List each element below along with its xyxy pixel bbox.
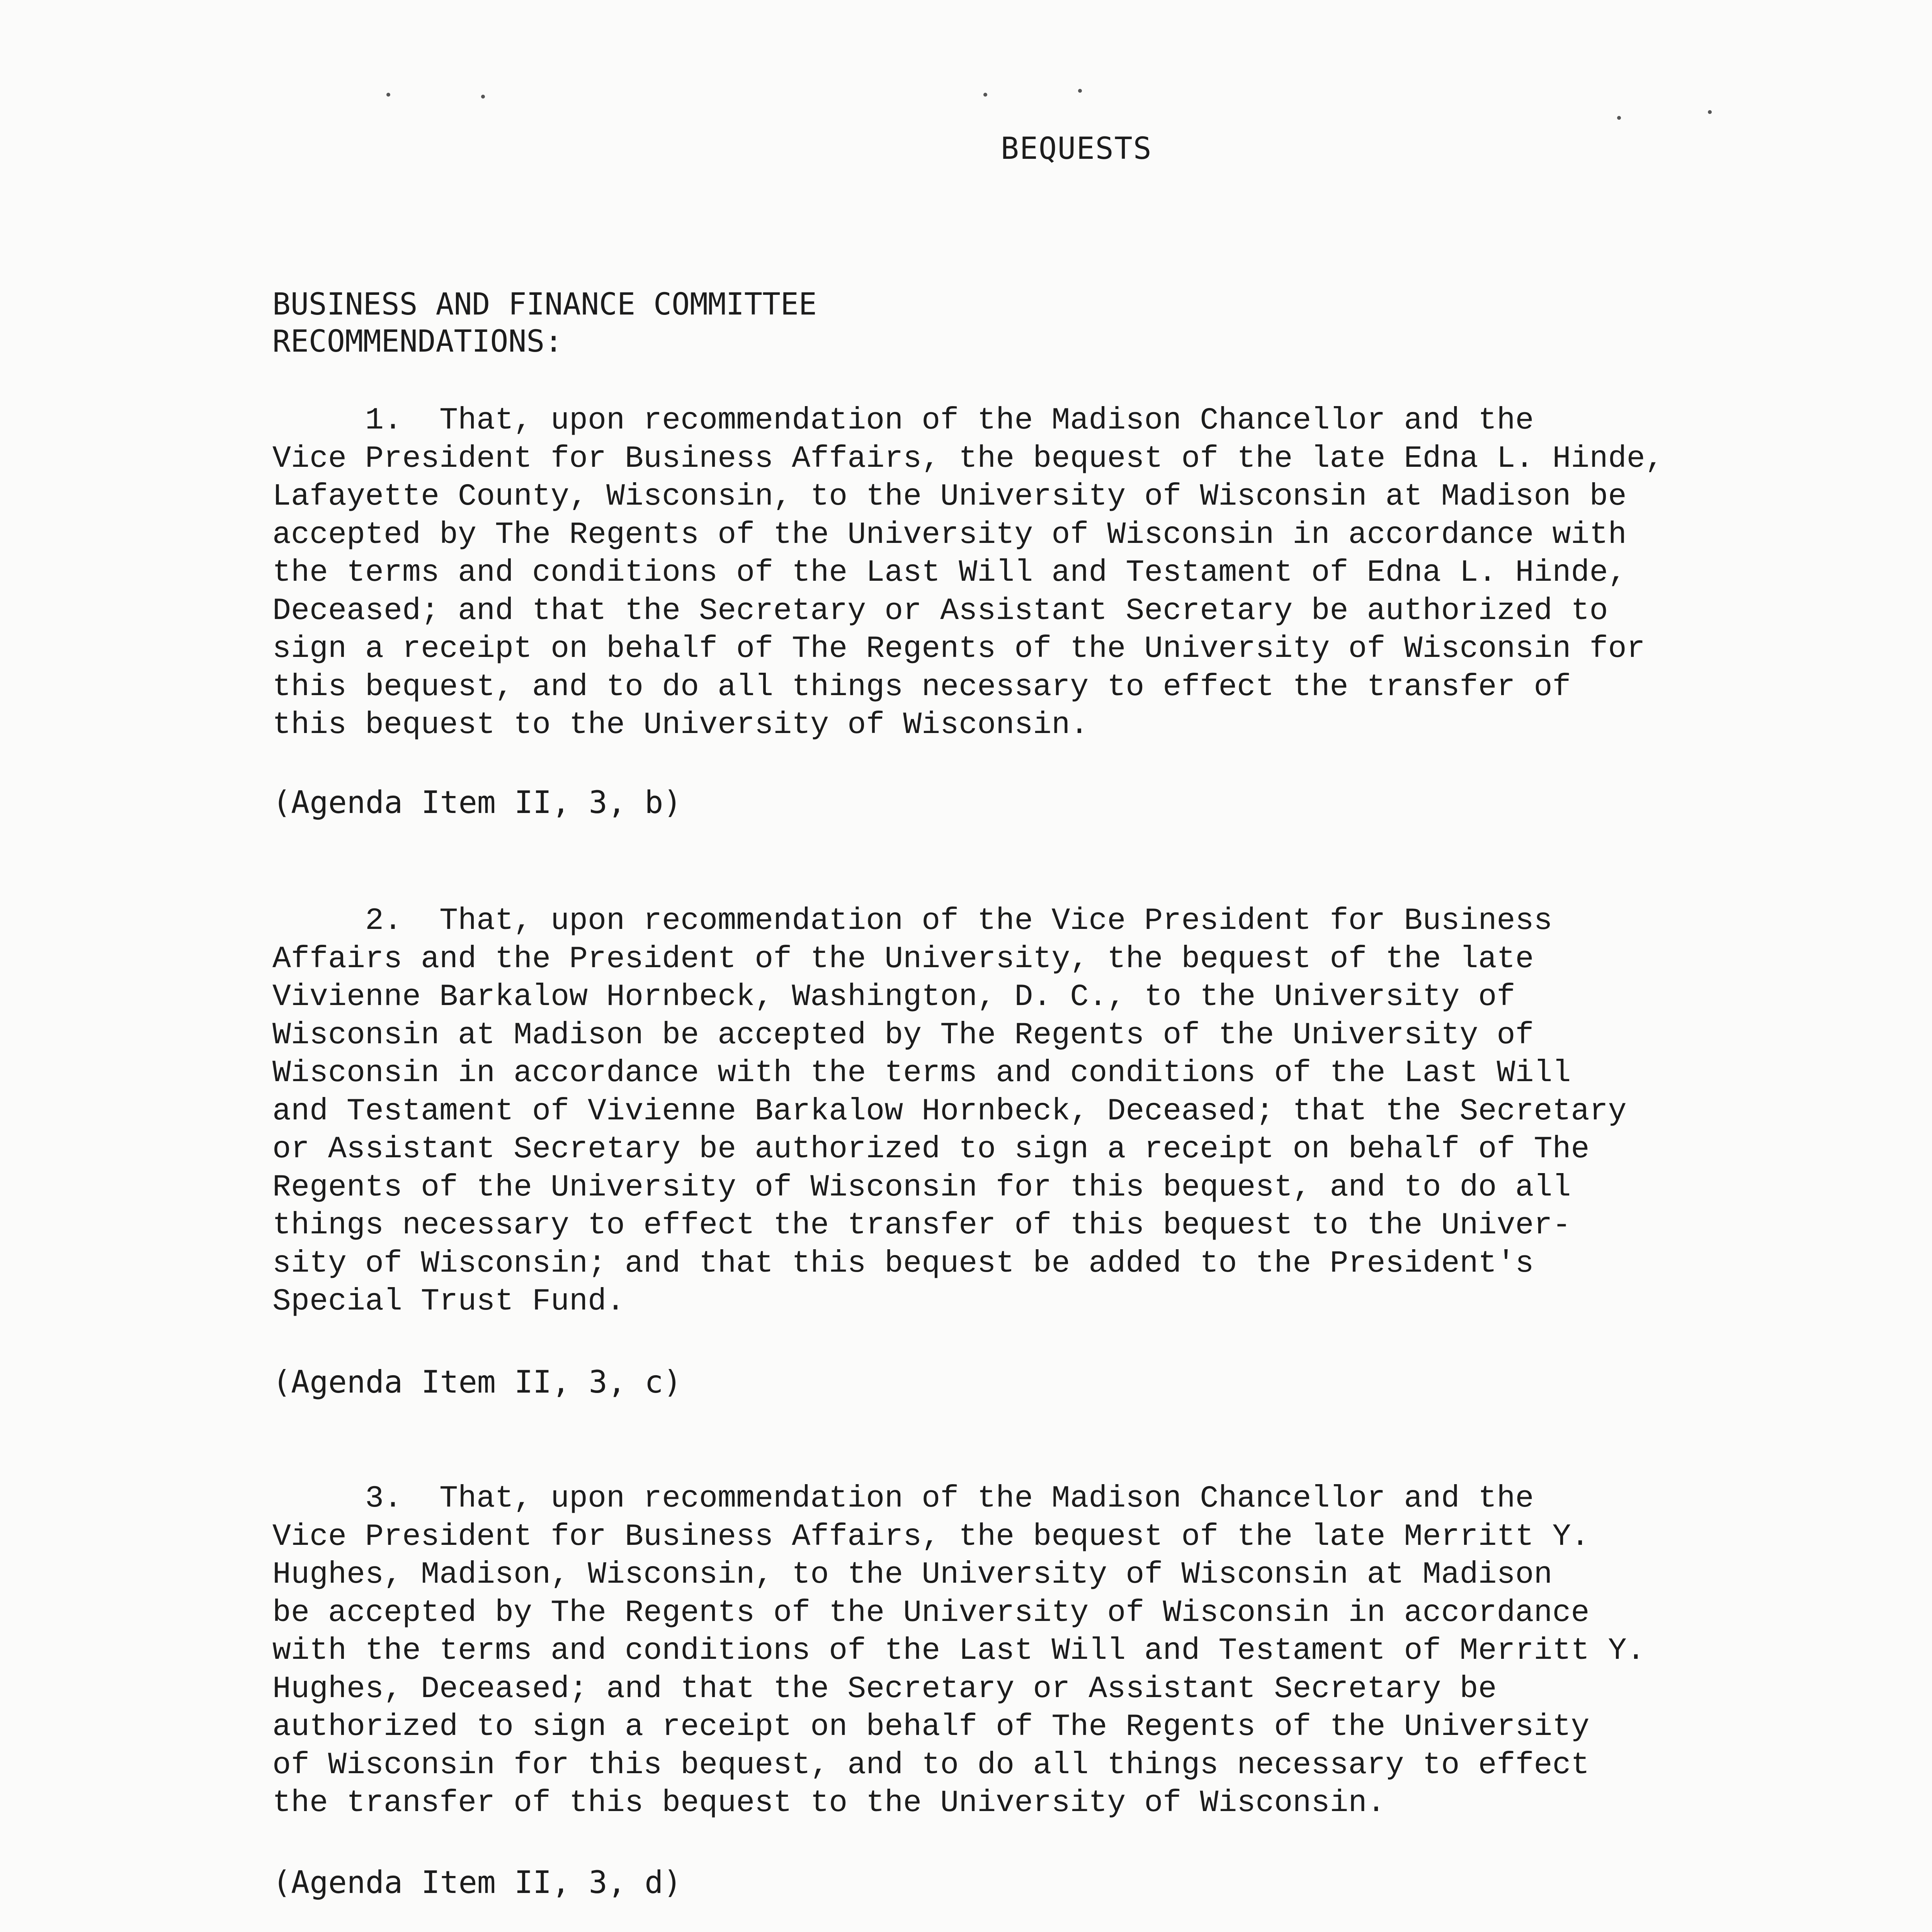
document-title: BEQUESTS <box>1001 131 1152 166</box>
agenda-item-reference-3: (Agenda Item II, 3, d) <box>272 1864 682 1900</box>
scan-speck <box>983 93 987 97</box>
agenda-item-reference-2: (Agenda Item II, 3, c) <box>272 1364 682 1400</box>
recommendation-paragraph-2: 2. That, upon recommendation of the Vice President for Business Affairs and the President of the University, the bequest of the late Vivienne Barkalow Hornbeck, Washington, D. C., to the University of Wisconsin at Madison be accepted by The Regents of the University of Wisconsin in accordance with the terms and conditions of the Last Will and Testament of Vivienne Barkalow Hornbeck, Deceased; that the Secretary or Assistant Secretary be authorized to sign a receipt on behalf of The Regents of the University of Wisconsin for this bequest, and to do all things necessary to effect the transfer of this bequest to the Univer- sity of Wisconsin; and that this bequest be added to the President's Special Trust Fund. <box>272 903 1627 1319</box>
recommendation-paragraph-3: 3. That, upon recommendation of the Madison Chancellor and the Vice President for Business Affairs, the bequest of the late Merritt Y. Hughes, Madison, Wisconsin, to the University of Wisconsin at Madison be accepted by The Regents of the University of Wisconsin in accordance with the terms and conditions of the Last Will and Testament of Merritt Y. Hughes, Deceased; and that the Secretary or Assistant Secretary be authorized to sign a receipt on behalf of The Regents of the University of Wisconsin for this bequest, and to do all things necessary to effect the transfer of this bequest to the University of Wisconsin. <box>272 1481 1645 1821</box>
committee-heading: BUSINESS AND FINANCE COMMITTEE RECOMMENDATIONS: <box>272 287 817 359</box>
scan-speck <box>386 93 390 97</box>
scan-speck <box>1617 116 1621 120</box>
agenda-item-reference-1: (Agenda Item II, 3, b) <box>272 784 682 820</box>
scan-speck <box>1708 110 1712 114</box>
scan-speck <box>481 95 485 99</box>
recommendation-paragraph-1: 1. That, upon recommendation of the Madison Chancellor and the Vice President for Business Affairs, the bequest of the late Edna L. Hinde, Lafayette County, Wisconsin, to the University of Wisconsin at Madison be accepted by The Regents of the University of Wisconsin in accordance with the terms and conditions of the Last Will and Testament of Edna L. Hinde, Deceased; and that the Secretary or Assistant Secretary be authorized to sign a receipt on behalf of The Regents of the University of Wisconsin for this bequest, and to do all things necessary to effect the transfer of this bequest to the University of Wisconsin. <box>272 403 1664 743</box>
scan-speck <box>1078 89 1082 93</box>
